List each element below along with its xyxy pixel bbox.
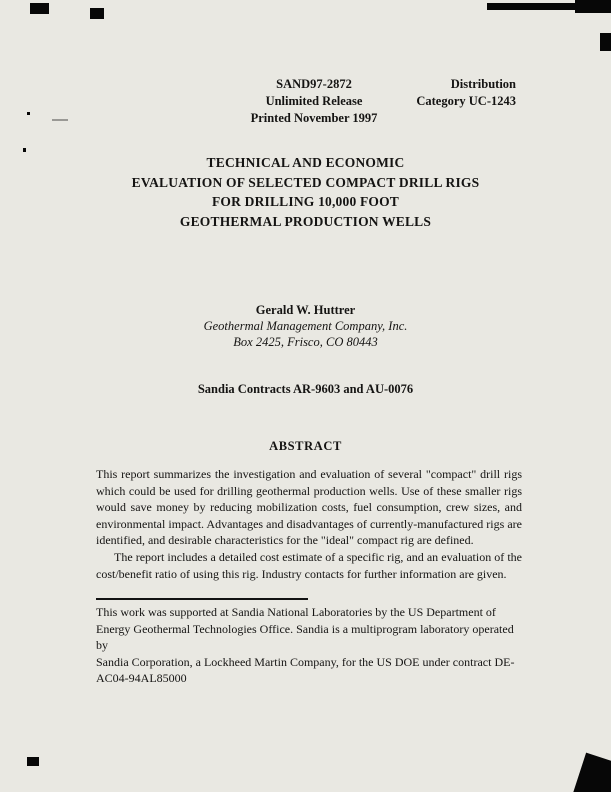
report-title: [0, 153, 611, 231]
category-label: Category UC-1243: [416, 94, 516, 108]
title-line: EVALUATION OF SELECTED COMPACT DRILL RIGS: [131, 174, 480, 190]
scan-artifact: [27, 112, 30, 115]
scan-artifact: [575, 0, 611, 13]
report-header-left: [228, 76, 400, 127]
scan-artifact: [572, 753, 611, 792]
footnote-rule: [96, 598, 308, 600]
scan-artifact: [30, 3, 49, 14]
footnote-line: Energy Geothermal Technologies Office. Sandia is a multiprogram laboratory operated by: [96, 621, 514, 653]
abstract-body: [96, 466, 522, 582]
title-line: GEOTHERMAL PRODUCTION WELLS: [179, 213, 432, 229]
title-line: FOR DRILLING 10,000 FOOT: [211, 194, 400, 209]
contracts-line: Sandia Contracts AR-9603 and AU-0076: [197, 382, 414, 396]
report-number: SAND97-2872: [276, 77, 352, 91]
author-name: Gerald W. Huttrer: [255, 303, 356, 317]
footnote-line: AC04-94AL85000: [96, 671, 187, 686]
author-company: Geothermal Management Company, Inc.: [203, 319, 408, 333]
author-address: Box 2425, Frisco, CO 80443: [233, 335, 378, 349]
author-block: [0, 302, 611, 350]
abstract-paragraph: This report summarizes the investigation and evaluation of several "compact" drill rigs which could be used for drilling geothermal production wells. Use of these smaller rigs would save money by reducing mobilization costs, fuel consumption, crew sizes, and environmental impact. Advantages and disadvantages of currently-manufactured rigs are identified, and desirable characteristics for the "ideal" compact rig are defined.: [96, 467, 522, 548]
scan-artifact: [52, 119, 68, 121]
distribution-label: Distribution: [450, 77, 516, 91]
scan-artifact: [27, 757, 39, 766]
abstract-heading: ABSTRACT: [269, 439, 342, 453]
scan-artifact: [23, 148, 26, 152]
release-label: Unlimited Release: [265, 94, 363, 108]
scan-artifact: [90, 8, 104, 19]
scan-artifact: [487, 3, 583, 10]
printed-date: Printed November 1997: [250, 111, 378, 125]
footnote-block: [96, 604, 526, 687]
scan-artifact: [600, 33, 611, 51]
footnote-line: Sandia Corporation, a Lockheed Martin Company, for the US DOE under contract DE-: [96, 654, 515, 669]
abstract-paragraph: The report includes a detailed cost estimate of a specific rig, and an evaluation of the cost/benefit ratio of using this rig. Industry contacts for further information are given.: [96, 549, 522, 581]
title-line: TECHNICAL AND ECONOMIC: [206, 155, 405, 170]
report-header-right: [416, 76, 516, 110]
footnote-line: This work was supported at Sandia National Laboratories by the US Department of: [96, 605, 496, 619]
